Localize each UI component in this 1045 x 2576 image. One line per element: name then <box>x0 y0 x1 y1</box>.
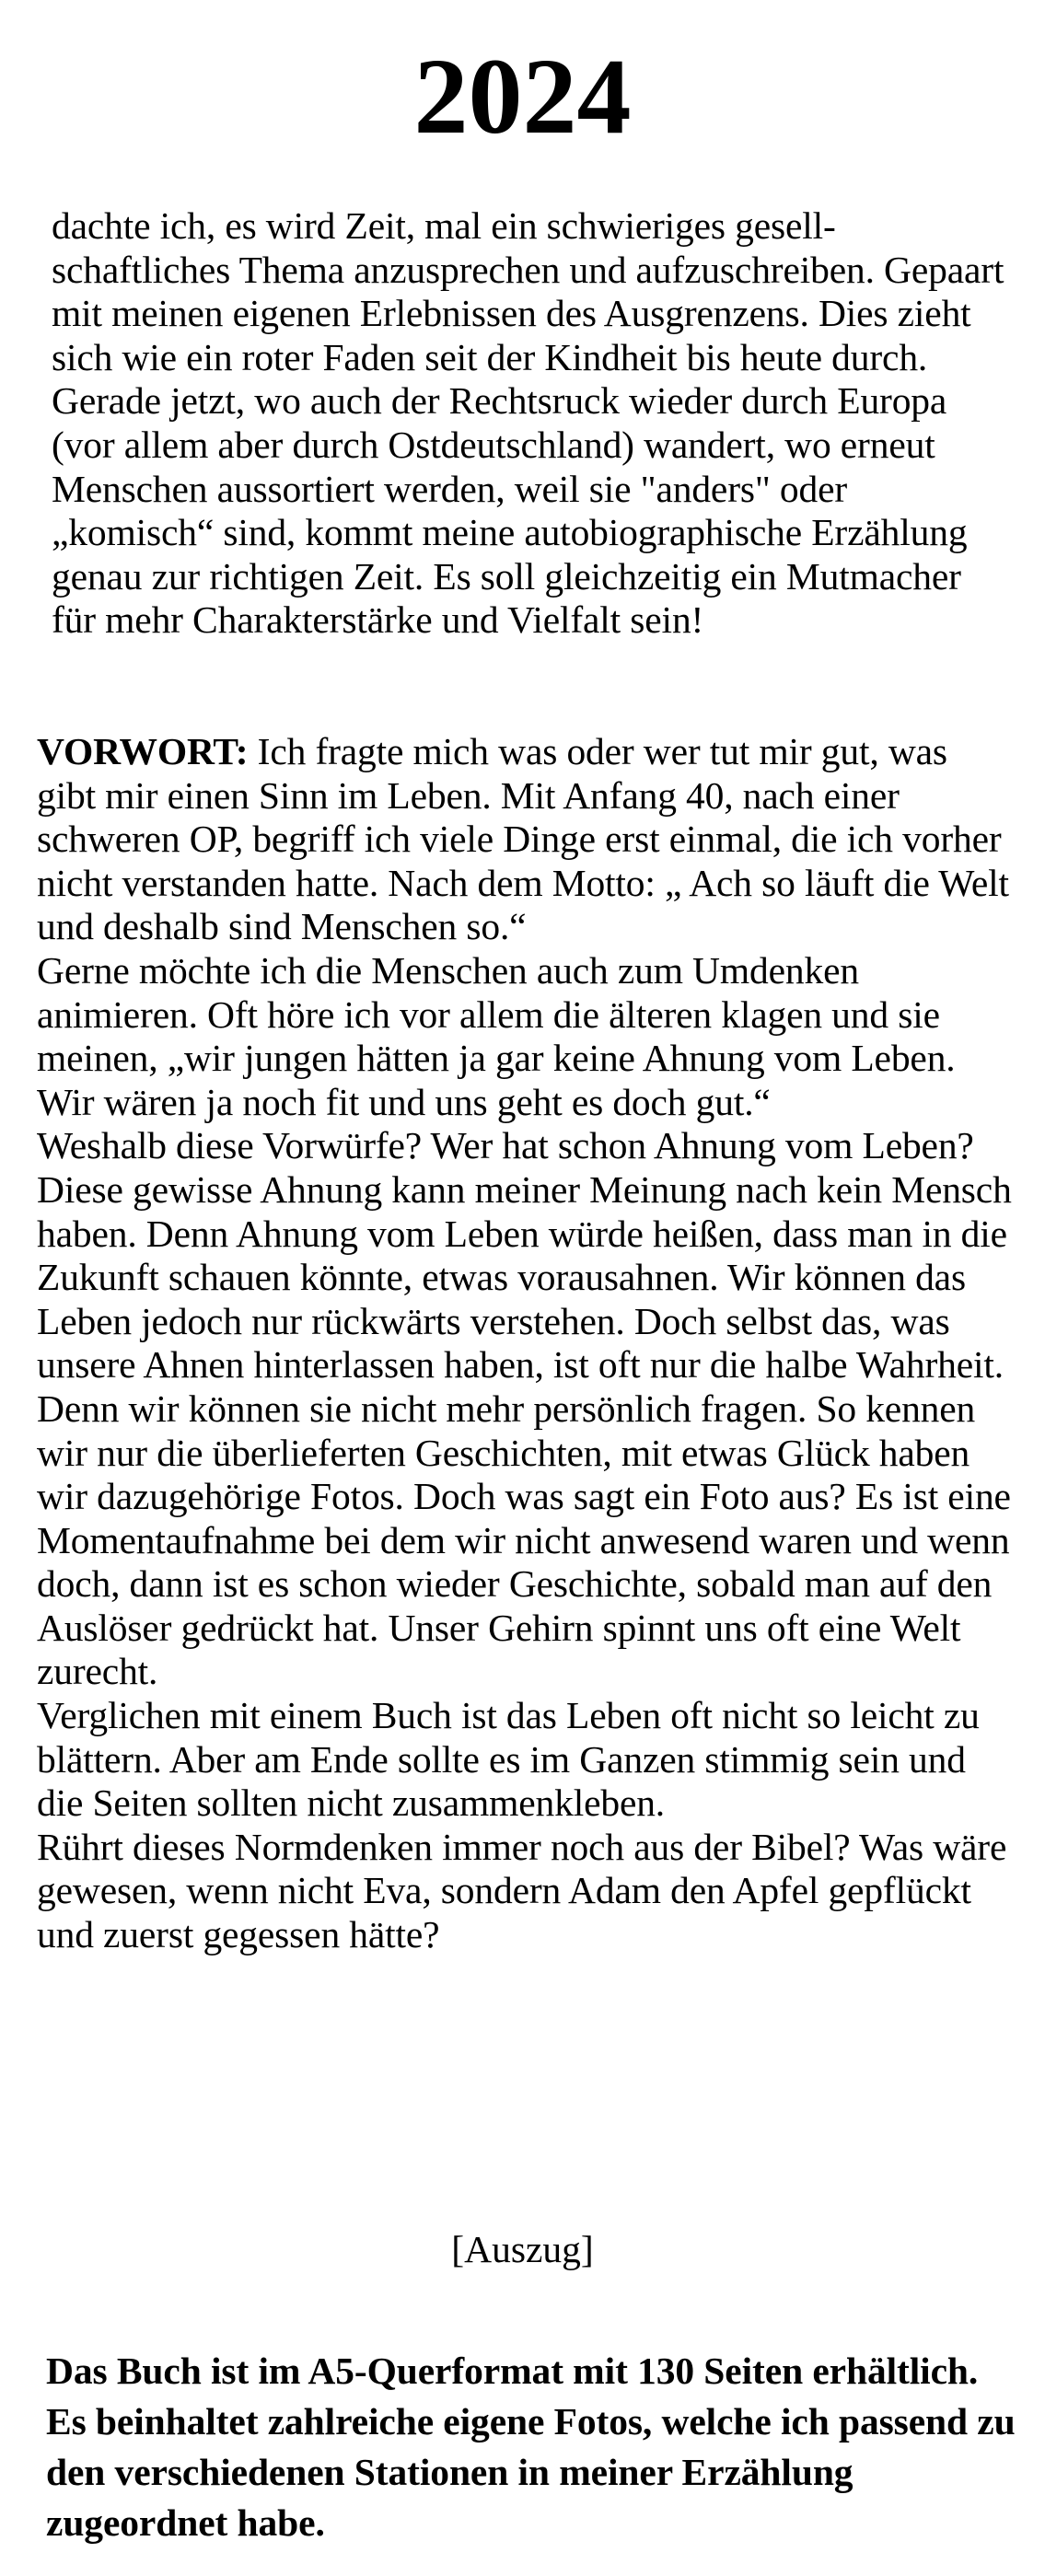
foreword-paragraph: Verglichen mit einem Buch ist das Leben oft nicht so leicht zu blättern. Aber am Ende sollte es im Ganzen stimmig sein und die Seiten sollten nicht zusammenkleben. <box>37 1694 980 1825</box>
intro-paragraph: dachte ich, es wird Zeit, mal ein schwieriges gesell-schaftliches Thema anzusprechen und aufzuschreiben. Gepaart mit meinen eigenen Erlebnissen des Ausgrenzens. Dies zieht sich wie ein roter Faden seit der Kindheit bis heute durch. Gerade jetzt, wo auch der Rechtsruck wieder durch Europa (vor allem aber durch Ostdeutschland) wandert, wo erneut Menschen aussortiert werden, weil sie "anders" oder „komisch“ sind, kommt meine autobiographische Erzählung genau zur richtigen Zeit. Es soll gleichzeitig ein Mutmacher für mehr Charakterstärke und Vielfalt sein! <box>52 204 1004 642</box>
excerpt-label: [Auszug] <box>451 2228 594 2270</box>
foreword-text: Ich fragte mich was oder wer tut mir gut, was gibt mir einen Sinn im Leben. Mit Anfang 40, nach einer schweren OP, begriff ich viele Dinge erst einmal, die ich vorher nicht verstanden hatte. Nach dem Motto: „ Ach so läuft die Welt und deshalb sind Menschen so.“ <box>37 730 1009 948</box>
book-info-note: Das Buch ist im A5-Querformat mit 130 Seiten erhältlich. Es beinhaltet zahlreiche eigene Fotos, welche ich passend zu den verschiedenen Stationen in meiner Erzählung zugeordnet habe. <box>46 2350 1016 2544</box>
foreword-label: VORWORT: <box>37 730 249 772</box>
foreword-paragraph: Weshalb diese Vorwürfe? Wer hat schon Ahnung vom Leben? Diese gewisse Ahnung kann meiner Meinung nach kein Mensch haben. Denn Ahnung vom Leben würde heißen, dass man in die Zukunft schauen könnte, etwas vorausahnen. Wir können das Leben jedoch nur rückwärts verstehen. Doch selbst das, was unsere Ahnen hinterlassen haben, ist oft nur die halbe Wahrheit. Denn wir können sie nicht mehr persönlich fragen. So kennen wir nur die überlieferten Geschichten, mit etwas Glück haben wir dazugehörige Fotos. Doch was sagt ein Foto aus? Es ist eine Momentaufnahme bei dem wir nicht anwesend waren und wenn doch, dann ist es schon wieder Geschichte, sobald man auf den Auslöser gedrückt hat. Unser Gehirn spinnt uns oft eine Welt zurecht. <box>37 1124 1012 1693</box>
foreword-paragraph: Gerne möchte ich die Menschen auch zum Umdenken animieren. Oft höre ich vor allem die älteren klagen und sie meinen, „wir jungen hätten ja gar keine Ahnung vom Leben. Wir wären ja noch fit und uns geht es doch gut.“ <box>37 948 956 1123</box>
foreword-section <box>37 730 1013 1957</box>
page-title: 2024 <box>413 36 632 157</box>
foreword-paragraph: Rührt dieses Normdenken immer noch aus der Bibel? Was wäre gewesen, wenn nicht Eva, sondern Adam den Apfel gepflückt und zuerst gegessen hätte? <box>37 1825 1007 1956</box>
foreword-paragraph <box>37 730 1013 949</box>
